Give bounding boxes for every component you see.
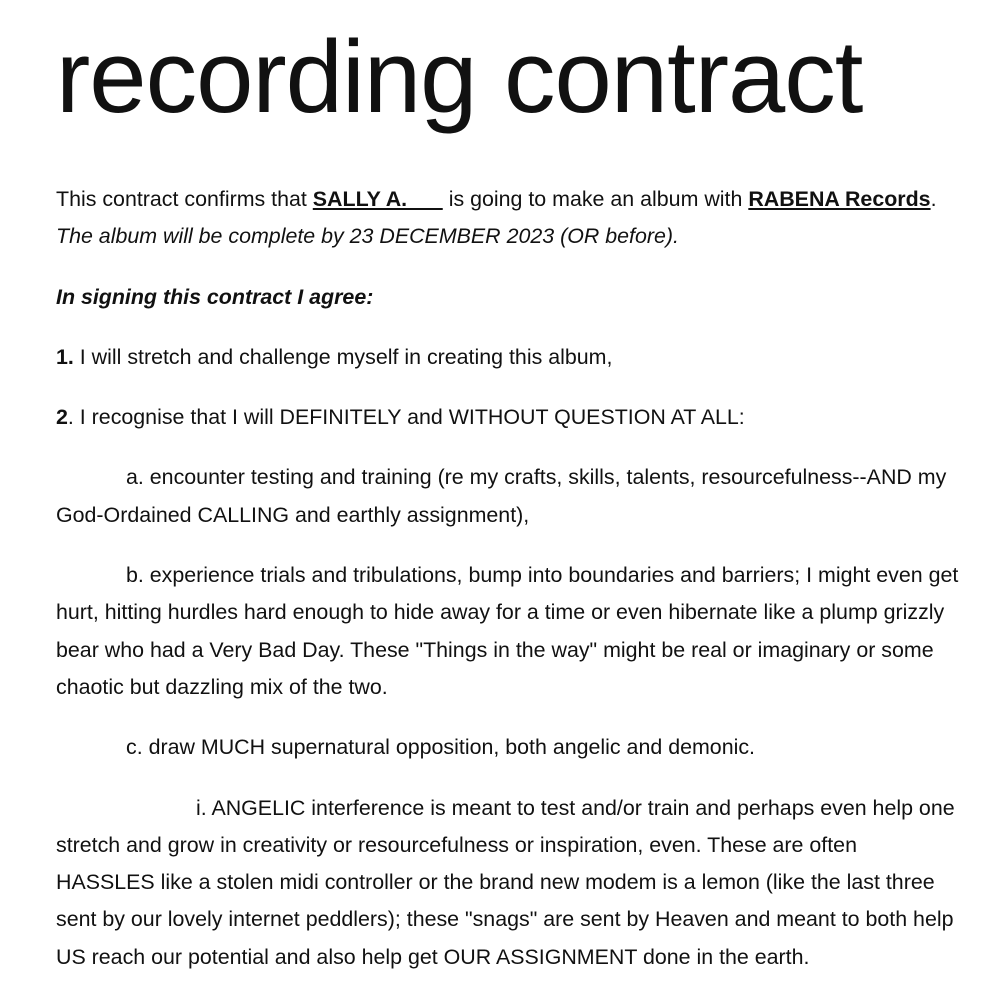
intro-paragraph: [56, 181, 960, 256]
sub-item-i: i. ANGELIC interference is meant to test and/or train and perhaps even help one stretch and grow in creativity or resourcefulness or inspiration, even. These are often HASSLES like a stolen midi controller or the brand new modem is a lemon (like the last three sent by our lovely internet peddlers); these "snags" are sent by Heaven and meant to both help US reach our potential and also help get OUR ASSIGNMENT done in the earth.: [56, 795, 955, 969]
agree-heading: In signing this contract I agree:: [56, 284, 374, 309]
record-label: RABENA Records: [748, 187, 931, 211]
intro-text-2: is going to make an album with: [442, 187, 749, 211]
item-2: [56, 399, 960, 436]
completion-date-text: The album will be complete by 23 DECEMBER 2023 (OR before).: [56, 224, 679, 249]
document-title: recording contract: [56, 19, 863, 134]
sub-item-a: a. encounter testing and training (re my crafts, skills, talents, resourcefulness--AND my God-Ordained CALLING and earthly assignment),: [56, 465, 947, 527]
sub-item-c: c. draw MUCH supernatural opposition, both angelic and demonic.: [126, 735, 755, 760]
sub-item-b: b. experience trials and tribulations, bump into boundaries and barriers; I might even get hurt, hitting hurdles hard enough to hide away for a time or even hibernate like a plump grizzly bear who had a Very Bad Day. These "Things in the way" might be real or imaginary or some chaotic but dazzling mix of the two.: [56, 563, 959, 699]
artist-name: SALLY A.: [312, 187, 443, 211]
item-2-text: . I recognise that I will DEFINITELY and WITHOUT QUESTION AT ALL:: [67, 405, 745, 430]
intro-text-3: .: [930, 187, 937, 211]
intro-text-1: This contract confirms that: [56, 187, 313, 211]
item-1-number: 1.: [56, 344, 74, 369]
item-2-number: 2: [56, 405, 68, 430]
item-1: [56, 339, 960, 376]
item-1-text: I will stretch and challenge myself in creating this album,: [73, 344, 613, 369]
contract-document: [56, 0, 960, 976]
